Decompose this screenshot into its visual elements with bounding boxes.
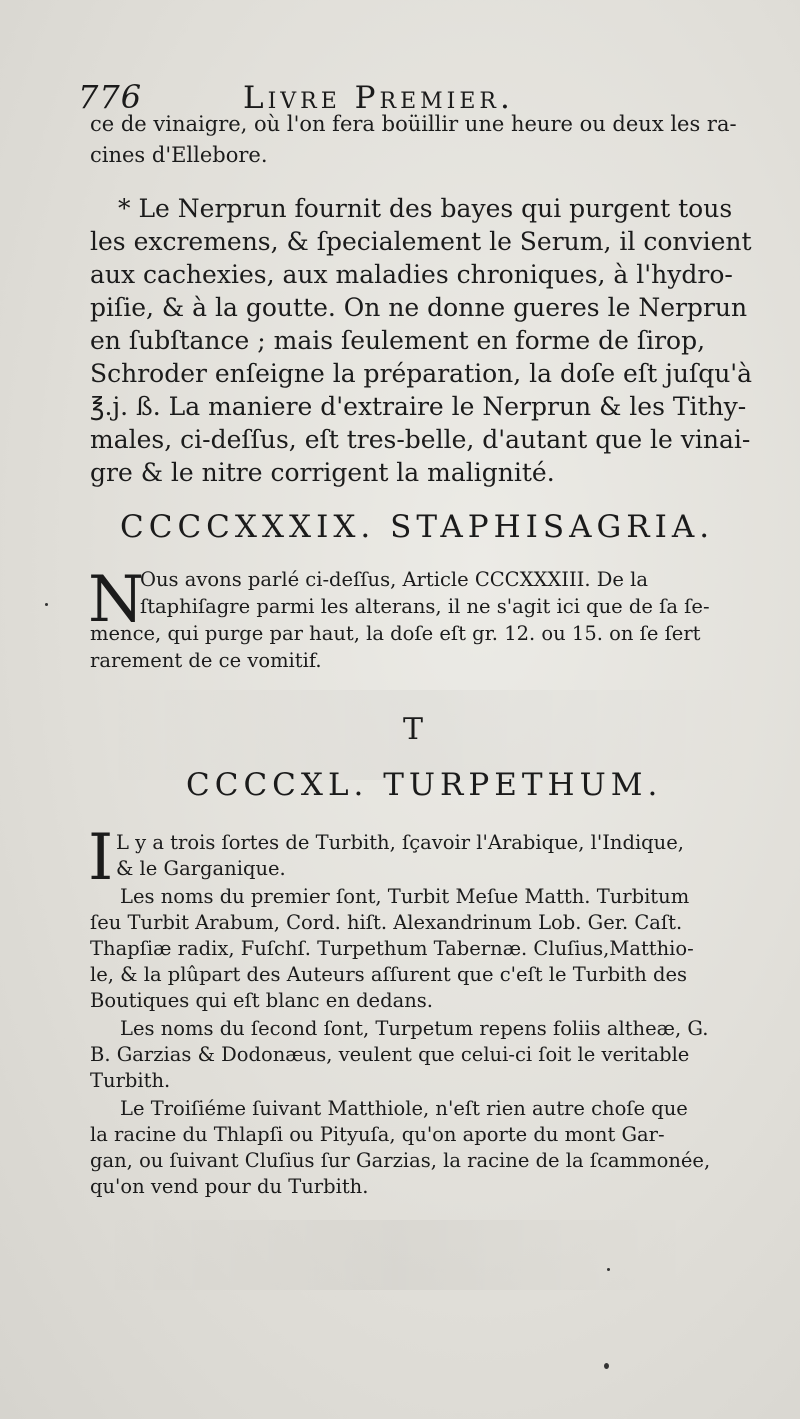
- text-line: les excremens, & ſpecialement le Serum, il convient: [90, 227, 752, 256]
- text-line: ſtaphiſagre parmi les alterans, il ne s'agit ici que de ſa ſe-: [140, 595, 710, 618]
- section-heading: CCCCXL. TURPETHUM.: [186, 767, 663, 803]
- text-line: & le Garganique.: [116, 857, 286, 880]
- text-line: gre & le nitre corrigent la malignité.: [90, 458, 555, 487]
- page-number: 776: [78, 78, 143, 116]
- section-heading: CCCCXXXIX. STAPHISAGRIA.: [120, 509, 715, 545]
- text-line: ce de vinaigre, où l'on fera boüillir une heure ou deux les ra-: [90, 112, 737, 136]
- text-line: Thapſiæ radix, Fuſchſ. Turpethum Tabernæ. Cluſius,Matthio-: [90, 937, 694, 960]
- text-line: mence, qui purge par haut, la doſe eſt gr. 12. ou 15. on ſe ſert: [90, 622, 701, 645]
- paper-speck: [45, 603, 48, 606]
- text-line: Le Troiſiéme ſuivant Matthiole, n'eſt rien autre choſe que: [120, 1097, 688, 1120]
- paper-speck: [607, 1268, 610, 1271]
- text-line: B. Garzias & Dodonæus, veulent que celui-ci ſoit le veritable: [90, 1043, 690, 1066]
- running-title: Livre Premier.: [243, 80, 514, 116]
- alphabet-letter-heading: T: [403, 712, 424, 747]
- text-line: Turbith.: [90, 1069, 171, 1092]
- text-line: ſeu Turbit Arabum, Cord. hiſt. Alexandrinum Lob. Ger. Caſt.: [90, 911, 683, 934]
- drop-cap: N: [88, 563, 144, 637]
- text-line: la racine du Thlapſi ou Pityuſa, qu'on aporte du mont Gar-: [90, 1123, 665, 1146]
- text-line: males, ci-deſſus, eſt tres-belle, d'autant que le vinai-: [90, 425, 751, 454]
- text-line: rarement de ce vomitif.: [90, 649, 322, 672]
- text-line: Schroder enſeigne la préparation, la doſe eſt juſqu'à: [90, 359, 753, 388]
- text-line: Boutiques qui eſt blanc en dedans.: [90, 989, 433, 1012]
- text-line: piſie, & à la goutte. On ne donne gueres le Nerprun: [90, 293, 748, 322]
- text-line: Les noms du ſecond ſont, Turpetum repens foliis altheæ, G.: [120, 1017, 709, 1040]
- bleed-through-shadow: [95, 1220, 695, 1290]
- text-line: Les noms du premier ſont, Turbit Meſue Matth. Turbitum: [120, 885, 690, 908]
- text-line: le, & la plûpart des Auteurs aſſurent que c'eſt le Turbith des: [90, 963, 687, 986]
- paper-speck: [604, 1363, 609, 1369]
- drop-cap: I: [88, 821, 114, 895]
- text-line: qu'on vend pour du Turbith.: [90, 1175, 369, 1198]
- text-line: L y a trois ſortes de Turbith, ſçavoir l'Arabique, l'Indique,: [116, 831, 684, 854]
- text-line: cines d'Ellebore.: [90, 143, 268, 167]
- text-line: gan, ou ſuivant Cluſius ſur Garzias, la racine de la ſcammonée,: [90, 1149, 711, 1172]
- text-line: aux cachexies, aux maladies chroniques, à l'hydro-: [90, 260, 733, 289]
- text-line: en ſubſtance ; mais ſeulement en forme de ſirop,: [90, 326, 706, 355]
- text-line: Ous avons parlé ci-deſſus, Article CCCXXXIII. De la: [140, 568, 648, 591]
- text-line: * Le Nerprun fournit des bayes qui purgent tous: [118, 194, 733, 223]
- text-line: ℥.j. ß. La maniere d'extraire le Nerprun & les Tithy-: [90, 392, 747, 421]
